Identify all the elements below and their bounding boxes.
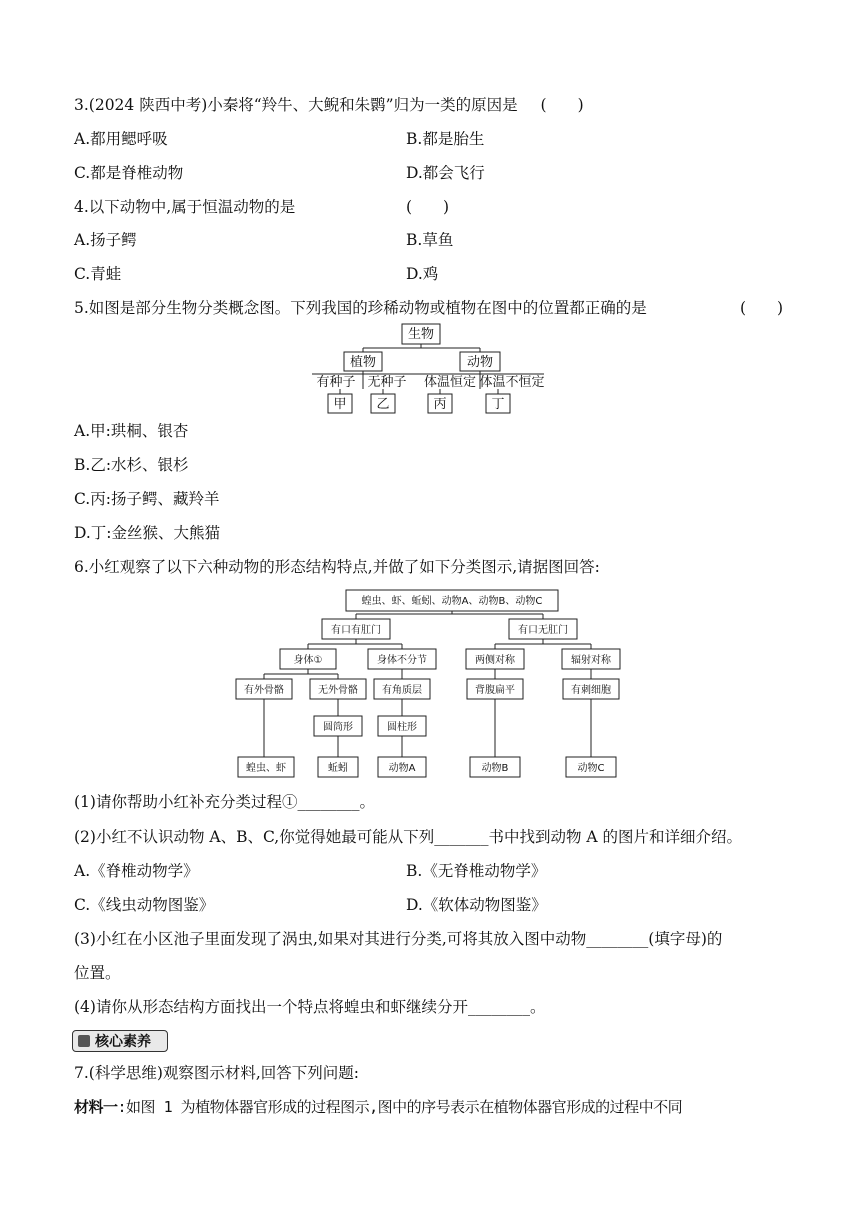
q5-label-without-seeds: 无种子 (367, 375, 407, 390)
q5-option-b: B.乙:水杉、银杉 (74, 456, 189, 474)
q5-node-plant-text: 植物 (349, 355, 377, 370)
q3-option-a: A.都用鳃呼吸 (74, 130, 168, 148)
q6-leaf-animal-b-text: 动物B (481, 763, 509, 774)
q5-option-a: A.甲:珙桐、银杏 (74, 422, 189, 440)
q6-node-exoskeleton-text: 有外骨骼 (244, 685, 284, 696)
q6-sub3-line2: 位置。 (74, 964, 121, 982)
q5-stem: 5.如图是部分生物分类概念图。下列我国的珍稀动物或植物在图中的位置都正确的是 (74, 299, 647, 317)
q6-option-c: C.《线虫动物图鉴》 (74, 896, 215, 914)
q4-option-c: C.青蛙 (74, 265, 122, 283)
q5-node-root-text: 生物 (407, 327, 435, 342)
q6-node-without-anus-text: 有口无肛门 (518, 625, 568, 636)
q5-leaf-jia-text: 甲 (333, 397, 347, 412)
q6-option-b: B.《无脊椎动物学》 (406, 862, 547, 880)
q6-leaf-animal-c-text: 动物C (577, 763, 605, 774)
q5-label-warm-blooded: 体温恒定 (423, 375, 477, 390)
q6-option-d: D.《软体动物图鉴》 (406, 896, 547, 914)
q6-leaf-locust-shrimp-text: 蝗虫、虾 (246, 763, 286, 774)
q4-option-a: A.扬子鳄 (74, 231, 137, 249)
q3-stem (74, 94, 584, 116)
q6-node-body-1-text: 身体① (293, 655, 323, 666)
q4-option-b: B.草鱼 (406, 231, 454, 249)
q6-sub2: (2)小红不认识动物 A、B、C,你觉得她最可能从下列_______书中找到动物 A 的图片和详细介绍。 (74, 828, 743, 846)
q3-option-b: B.都是胎生 (406, 130, 485, 148)
q7-material-text: :如图 1 为植物体器官形成的过程图示,图中的序号表示在植物体器官形成的过程中不同 (117, 1098, 683, 1116)
cube-icon (78, 1035, 90, 1047)
q6-node-bilateral-text: 两侧对称 (475, 655, 515, 666)
q4-answer-paren: ( ) (406, 198, 450, 216)
q6-node-root-text: 蝗虫、虾、蚯蚓、动物A、动物B、动物C (361, 596, 543, 607)
q6-sub1: (1)请你帮助小红补充分类过程①________。 (74, 793, 375, 811)
q5-label-with-seeds: 有种子 (316, 375, 356, 390)
q6-leaf-earthworm-text: 蚯蚓 (328, 763, 348, 774)
q4-option-d: D.鸡 (406, 265, 439, 283)
q5-node-animal-text: 动物 (466, 355, 494, 370)
q6-sub3-line1: (3)小红在小区池子里面发现了涡虫,如果对其进行分类,可将其放入图中动物________(填字母)的 (74, 930, 723, 948)
q7-material-one (74, 1096, 682, 1118)
q5-option-c: C.丙:扬子鳄、藏羚羊 (74, 490, 220, 508)
q5-option-d: D.丁:金丝猴、大熊猫 (74, 524, 221, 542)
q6-sub4: (4)请你从形态结构方面找出一个特点将蝗虫和虾继续分开________。 (74, 998, 546, 1016)
q7-material-label: 材料一 (74, 1098, 118, 1116)
q6-classification-diagram (230, 588, 660, 782)
q3-option-c: C.都是脊椎动物 (74, 164, 184, 182)
section-tag-label: 核心素养 (95, 1034, 151, 1050)
q6-node-unsegmented-text: 身体不分节 (377, 655, 427, 666)
q6-node-no-exoskeleton-text: 无外骨骼 (318, 685, 358, 696)
q6-node-cylinder-text: 圆柱形 (387, 722, 417, 733)
section-tag-core-literacy (72, 1030, 168, 1052)
q6-node-flattened-text: 背腹扁平 (475, 685, 515, 696)
q6-option-a: A.《脊椎动物学》 (74, 862, 199, 880)
q3-answer-paren: ( ) (540, 96, 584, 114)
q4-stem: 4.以下动物中,属于恒温动物的是 (74, 198, 296, 216)
q5-leaf-ding-text: 丁 (491, 397, 505, 412)
q3-option-d: D.都会飞行 (406, 164, 485, 182)
q6-node-cylindrical-tube-text: 圆筒形 (323, 722, 353, 733)
q5-answer-paren: ( ) (740, 299, 784, 317)
q6-node-radial-text: 辐射对称 (571, 655, 611, 666)
q6-node-cuticle-text: 有角质层 (382, 685, 422, 696)
q6-node-cnidocytes-text: 有刺细胞 (571, 685, 611, 696)
q5-leaf-bing-text: 丙 (433, 397, 447, 412)
q6-node-with-anus-text: 有口有肛门 (331, 625, 381, 636)
q3-stem-text: 3.(2024 陕西中考)小秦将“羚牛、大鲵和朱鹮”归为一类的原因是 (74, 96, 518, 114)
q5-leaf-yi-text: 乙 (376, 397, 390, 412)
q6-leaf-animal-a-text: 动物A (388, 763, 416, 774)
q5-label-cold-blooded: 体温不恒定 (479, 375, 545, 390)
q7-stem: 7.(科学思维)观察图示材料,回答下列问题: (74, 1064, 360, 1082)
q5-classification-diagram (308, 322, 548, 416)
q6-stem: 6.小红观察了以下六种动物的形态结构特点,并做了如下分类图示,请据图回答: (74, 558, 600, 576)
